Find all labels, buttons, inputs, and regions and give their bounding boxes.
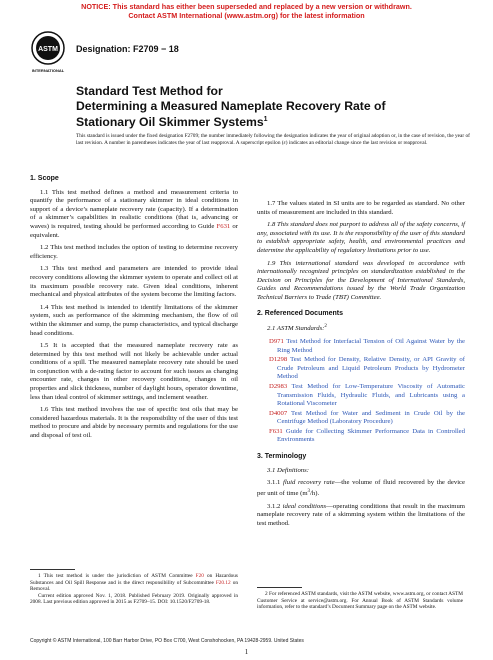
para-1-7: 1.7 The values stated in SI units are to be regarded as standard. No other units of measurement are included in this standard. [257, 200, 465, 216]
footnote-rule-left [30, 569, 75, 570]
footnote-rule-right [257, 587, 302, 588]
reference-item: D2983 Test Method for Low-Temperature Viscosity of Automatic Transmission Fluids, Hydraulic Fluids, and Lubricants using a Rotational Viscometer [269, 382, 465, 408]
footnote-1: 1 This test method is under the jurisdiction of ASTM Committee F20 on Hazardous Substances and Oil Spill Response and is the direct responsibility of Subcommittee F20.12 on Removal. Current edition approved Nov. 1, 2018. Published February 2019. Originally approved in 2008. Last previous edition approved in 2015 as F2709–15. DOI: 10.1520/F2709-18. [30, 573, 238, 606]
link-d2983[interactable]: D2983 [269, 382, 288, 390]
link-d971[interactable]: D971 [269, 337, 284, 345]
copyright-line: Copyright © ASTM International, 100 Barr Harbor Drive, PO Box C700, West Conshohocken, PA 19428-2959. United States [30, 638, 304, 644]
right-column [257, 200, 465, 532]
terminology-heading: 3. Terminology [257, 453, 307, 461]
para-1-6: 1.6 This test method involves the use of specific test oils that may be considered hazardous materials. It is the responsibility of the user of this test method to procure and abide by necessary permits and regulations for the use and disposal of test oil. [30, 406, 238, 440]
link-f20[interactable]: F20 [195, 573, 204, 579]
link-d4007[interactable]: D4007 [269, 409, 288, 417]
link-d1298[interactable]: D1298 [269, 356, 288, 364]
reference-item: D1298 Test Method for Density, Relative Density, or API Gravity of Crude Petroleum and Liquid Petroleum Products by Hydrometer Method [269, 356, 465, 381]
para-1-4: 1.4 This test method is intended to identify limitations of the skimmer system, such as performance of the skimming mechanism, the flow of oil within the skimmer and sump, the pump characteristics, and typical discharge head conditions. [30, 303, 238, 337]
notice-line-1: NOTICE: This standard has either been superseded and replaced by a new version or withdrawn. [81, 2, 412, 11]
para-2-1: 2.1 ASTM Standards:$^2$ [267, 324, 327, 333]
document-title [76, 84, 456, 130]
link-f631-ref[interactable]: F631 [269, 427, 283, 435]
title-footnote-mark: 1 [263, 116, 268, 123]
para-1-2: 1.2 This test method includes the option of testing to determine recovery efficiency. [30, 244, 238, 260]
link-f631[interactable]: F631 [216, 222, 231, 230]
link-f20-12[interactable]: F20.12 [215, 579, 231, 586]
logo-text: ASTM [38, 46, 58, 53]
scope-heading: 1. Scope [30, 175, 59, 182]
reference-list [257, 338, 465, 445]
para-1-1: 1.1 This test method defines a method and measurement criteria to quantify the performance of a stationary skimmer in ideal conditions in support of a device’s nameplate recovery rate (capacity). If a determination of a skimmer’s capabilities in realistic conditions (that is, advancing or waves) is required, testing should be performed according to Guide F631 or equivalent. [30, 188, 238, 239]
reference-item: D4007 Test Method for Water and Sediment in Crude Oil by the Centrifuge Method (Laboratory Procedure) [269, 409, 465, 426]
title-line-1: Standard Test Method for [76, 84, 223, 98]
refs-heading: 2. Referenced Documents [257, 309, 343, 317]
para-1-8: 1.8 This standard does not purport to address all of the safety concerns, if any, associated with its use. It is the responsibility of the user of this standard to establish appropriate safety, health, and environmental practices and determine the applicability of regulatory limitations prior to use. [257, 221, 465, 254]
para-3-1-1: 3.1.1 fluid recovery rate—the volume of fluid recovered by the device per unit of time $(m^3/h)$. [257, 479, 465, 498]
para-3-1-2: 3.1.2 ideal conditions—operating conditions that result in the maximum nameplate recovery rate of a skimming system within the limitations of the test method. [257, 502, 465, 527]
para-1-3: 1.3 This test method and parameters are intended to provide ideal recovery conditions allowing the skimmer system to operate and collect oil at its maximum possible recovery rate. Given ideal conditions, inherent mechanical and physical attributes of the system become the limiting factors. [30, 265, 238, 299]
footnote-2: 2 For referenced ASTM standards, visit the ASTM website, www.astm.org, or contact ASTM Customer Service at service@astm.org. For Annual Book of ASTM Standards volume information, refer to the standard’s Document Summary page on the ASTM website. [257, 591, 463, 611]
para-3-1: 3.1 Definitions: [267, 466, 309, 474]
reference-item: D971 Test Method for Interfacial Tension of Oil Against Water by the Ring Method [269, 337, 465, 354]
footnote-1-edition: Current edition approved Nov. 1, 2018. Published February 2019. Originally approved in 2008. Last previous edition approved in 2015 as F2709–15. DOI: 10.1520/F2709-18. [30, 592, 238, 606]
astm-logo-icon [30, 30, 66, 74]
title-line-3: Stationary Oil Skimmer Systems$^1$ [76, 115, 268, 130]
issued-note: This standard is issued under the fixed designation F2709; the number immediately following the designation indicates the year of original adoption or, in the case of revision, the year of last revision. A number in parentheses indicates the year of last reapproval. A superscript epsilon (ε) indicates an editorial change since the last revision or reapproval. [76, 133, 470, 146]
reference-item: F631 Guide for Collecting Skimmer Performance Data in Controlled Environments [269, 427, 465, 444]
para-1-9: 1.9 This international standard was developed in accordance with internationally recognized principles on standardization established in the Decision on Principles for the Development of International Standards, Guides and Recommendations issued by the World Trade Organization Technical Barriers to Trade (TBT) Committee. [257, 259, 465, 301]
designation: Designation: F2709 − 18 [76, 44, 179, 54]
notice-line-2: Contact ASTM International (www.astm.org) for the latest information [128, 11, 365, 20]
logo-subtext: INTERNATIONAL [31, 68, 65, 73]
notice-banner [0, 2, 493, 20]
page-number: 1 [244, 648, 249, 656]
left-column [30, 172, 238, 445]
title-line-2: Determining a Measured Nameplate Recovery Rate of [76, 98, 386, 113]
para-1-5: 1.5 It is accepted that the measured nameplate recovery rate as determined by this test method will not likely be achievable under actual conditions of a spill. The measured nameplate recovery rate should be used in conjunction with a de-rating factor to account for such issues as changing encounter rate, changes in other recovery conditions, changes in oil properties and slick thickness, number of daylight hours, operator downtime, less than ideal control of skimmer settings, and inclement weather. [30, 342, 238, 401]
